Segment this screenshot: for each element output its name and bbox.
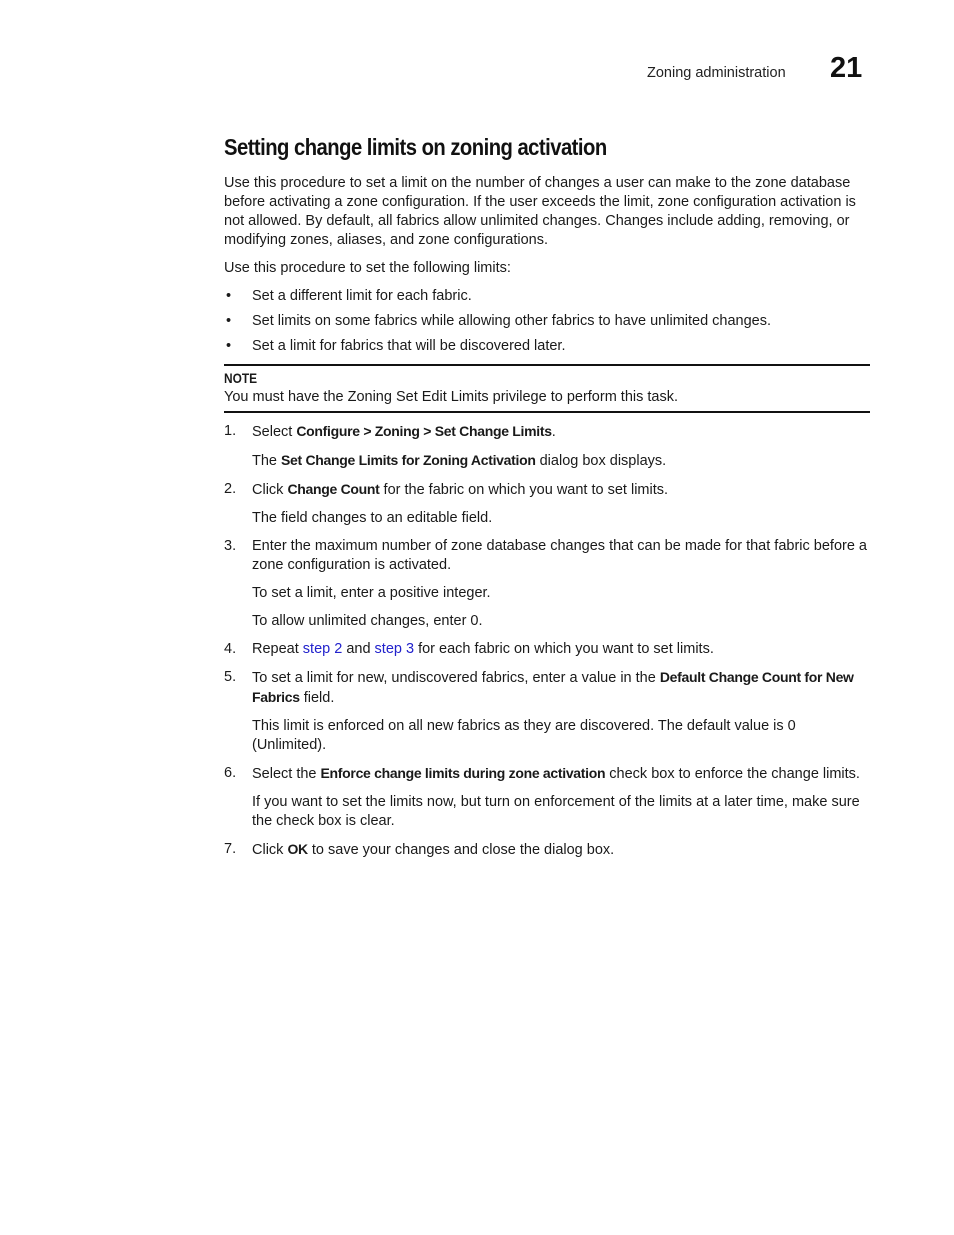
step-5-instruction [252,668,870,708]
step-5 [224,668,870,755]
list-item-text: Set a limit for fabrics that will be discovered later. [252,338,566,354]
step-text: check box to enforce the change limits. [605,766,860,782]
list-item [224,287,870,306]
step-7 [224,840,870,860]
procedure-steps [224,422,870,860]
step-text: The [252,453,282,469]
step-number: 6. [224,765,237,781]
step-text: and [342,641,375,657]
section-heading: Setting change limits on zoning activation [224,134,607,160]
list-item-text: Set a different limit for each fabric. [252,288,472,304]
step-number: 4. [224,641,237,657]
intro-paragraph: Use this procedure to set a limit on the number of changes a user can make to the zone database before activating a zone configuration. If the user exceeds the limit, zone configuration activation is not allowed. By default, all fabrics allow unlimited changes. Changes include adding, removing, or modifying zones, aliases, and zone configurations. [224,175,856,248]
step-text: field. [299,690,335,706]
step-text: To set a limit for new, undiscovered fabrics, enter a value in the [252,670,660,686]
step-5-result: This limit is enforced on all new fabrics as they are discovered. The default value is 0 (Unlimited). [252,718,796,753]
step-text: . [551,424,556,440]
step-3-result-2: To allow unlimited changes, enter 0. [252,613,483,629]
step-text: Select the [252,766,321,782]
main-content [224,132,870,869]
step-number: 5. [224,669,237,685]
ui-label: Change Count [287,481,380,497]
chapter-number: 21 [830,52,863,84]
list-item [224,337,870,356]
step-1-result [252,451,870,471]
checkbox-name: Enforce change limits during zone activation [320,765,606,781]
step-4 [224,640,870,659]
step-2-result: The field changes to an editable field. [252,510,493,526]
step-text: Click [252,482,288,498]
step-3-link[interactable]: step 3 [374,641,415,657]
step-number: 1. [224,423,237,439]
step-2-instruction [252,480,870,500]
running-header-section: Zoning administration [647,65,786,81]
list-item [224,312,870,331]
bullet-icon: • [226,288,232,304]
step-7-instruction [252,840,870,860]
limits-bullet-list [224,287,870,356]
step-text: for the fabric on which you want to set limits. [379,482,669,498]
button-name: OK [287,841,308,857]
step-text: dialog box displays. [535,453,667,469]
step-3 [224,537,870,631]
step-2 [224,480,870,528]
step-1 [224,422,870,471]
note-text: You must have the Zoning Set Edit Limits privilege to perform this task. [224,389,679,405]
step-4-instruction [252,640,870,659]
note-label: NOTE [224,370,258,386]
step-text: to save your changes and close the dialog box. [307,842,615,858]
step-6 [224,764,870,831]
list-item-text: Set limits on some fabrics while allowing other fabrics to have unlimited changes. [252,313,772,329]
note-box [224,364,870,413]
step-number: 3. [224,538,237,554]
step-number: 7. [224,841,237,857]
step-3-result-1: To set a limit, enter a positive integer. [252,585,491,601]
step-text: Select [252,424,297,440]
bullet-icon: • [226,338,232,354]
step-6-instruction [252,764,870,784]
step-1-instruction [252,422,870,442]
step-text: Repeat [252,641,303,657]
step-text: Click [252,842,288,858]
menu-path: Configure > Zoning > Set Change Limits [296,423,552,439]
intro-paragraph-2: Use this procedure to set the following limits: [224,260,511,276]
step-3-instruction: Enter the maximum number of zone database changes that can be made for that fabric before a zone configuration is activated. [252,538,867,573]
bullet-icon: • [226,313,232,329]
step-text: for each fabric on which you want to set limits. [414,641,714,657]
step-number: 2. [224,481,237,497]
step-6-result: If you want to set the limits now, but turn on enforcement of the limits at a later time, make sure the check box is clear. [252,794,860,829]
field-name: Default Change Count for New Fabrics [252,669,854,705]
step-2-link[interactable]: step 2 [302,641,343,657]
dialog-name: Set Change Limits for Zoning Activation [281,452,536,468]
